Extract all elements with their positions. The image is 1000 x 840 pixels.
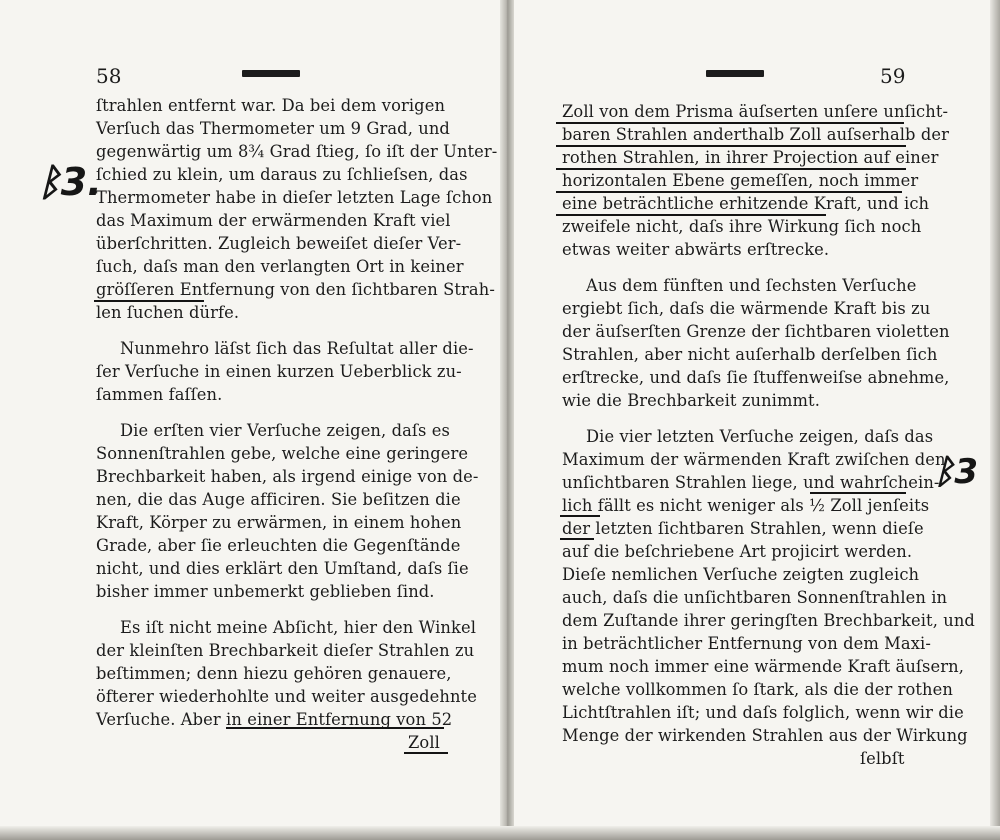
left-line: überſchritten. Zugleich beweiſet dieſer Ver- xyxy=(96,234,462,253)
right-line: Dieſe nemlichen Verſuche zeigten zugleich xyxy=(562,565,920,584)
page-edge-right xyxy=(990,0,1000,840)
left-line: Grade, aber ſie erleuchten die Gegenſtände xyxy=(96,536,461,555)
right-line: ſelbſt xyxy=(860,749,905,768)
pen-underline xyxy=(556,168,906,170)
right-line: Die vier letzten Verſuche zeigen, daſs das xyxy=(586,427,934,446)
right-line: auf die beſchriebene Art projicirt werden. xyxy=(562,542,913,561)
left-line: Zoll xyxy=(408,733,440,752)
pen-underline xyxy=(560,515,600,517)
left-line: ſammen faſſen. xyxy=(96,385,223,404)
left-line: Verſuch das Thermometer um 9 Grad, und xyxy=(96,119,450,138)
page-edge-bottom xyxy=(0,826,1000,840)
right-line: baren Strahlen anderthalb Zoll auſserhalb der xyxy=(562,125,949,144)
right-line: mum noch immer eine wärmende Kraft äuſsern, xyxy=(562,657,964,676)
book-gutter xyxy=(500,0,514,840)
right-line: welche vollkommen ſo ſtark, als die der rothen xyxy=(562,680,953,699)
right-line: auch, daſs die unſichtbaren Sonnenſtrahlen in xyxy=(562,588,948,607)
left-line: Nunmehro läſst ſich das Reſultat aller die- xyxy=(120,339,474,358)
right-line: rothen Strahlen, in ihrer Projection auf einer xyxy=(562,148,939,167)
pen-underline xyxy=(226,727,444,729)
left-line: Kraft, Körper zu erwärmen, in einem hohen xyxy=(96,513,462,532)
right-line: erſtrecke, und daſs ſie ſtuffenweiſse abnehme, xyxy=(562,368,950,387)
left-line: Brechbarkeit haben, als irgend einige von de- xyxy=(96,467,479,486)
left-line: Sonnenſtrahlen gebe, welche eine geringere xyxy=(96,444,469,463)
pen-underline xyxy=(560,538,594,540)
left-line: ſuch, daſs man den verlangten Ort in keiner xyxy=(96,257,464,276)
right-line: in beträchtlicher Entfernung von dem Maxi- xyxy=(562,634,931,653)
pen-underline xyxy=(404,752,448,754)
left-page-number: 58 xyxy=(96,64,122,88)
left-line: gröſſeren Entfernung von den ſichtbaren Strah- xyxy=(96,280,495,299)
right-line: Lichtſtrahlen iſt; und daſs folglich, wenn wir die xyxy=(562,703,964,722)
left-line: gegenwärtig um 8¾ Grad ſtieg, ſo iſt der Unter- xyxy=(96,142,498,161)
pen-underline xyxy=(94,300,204,302)
left-line: len ſuchen dürfe. xyxy=(96,303,240,322)
left-margin-note: ᛒ3. xyxy=(38,160,102,204)
pen-underline xyxy=(810,492,906,494)
right-line: wie die Brechbarkeit zunimmt. xyxy=(562,391,820,410)
pen-underline xyxy=(556,214,826,216)
left-line: ſtrahlen entfernt war. Da bei dem vorigen xyxy=(96,96,446,115)
left-line: nicht, und dies erklärt den Umſtand, daſs ſie xyxy=(96,559,469,578)
right-line: Strahlen, aber nicht auſerhalb derſelben ſich xyxy=(562,345,938,364)
right-line: horizontalen Ebene gemeſſen, noch immer xyxy=(562,171,919,190)
right-line: eine beträchtliche erhitzende Kraft, und ich xyxy=(562,194,930,213)
left-line: nen, die das Auge afficiren. Sie beſitzen die xyxy=(96,490,461,509)
right-line: dem Zuſtande ihrer geringſten Brechbarkeit, und xyxy=(562,611,975,630)
pen-underline xyxy=(556,191,902,193)
left-line: ſchied zu klein, um daraus zu ſchlieſsen, das xyxy=(96,165,468,184)
right-line: der äuſserſten Grenze der ſichtbaren violetten xyxy=(562,322,950,341)
left-line: der kleinſten Brechbarkeit dieſer Strahlen zu xyxy=(96,641,475,660)
left-line: ſer Verſuche in einen kurzen Ueberblick zu- xyxy=(96,362,462,381)
right-line: unſichtbaren Strahlen liege, und wahrſchein- xyxy=(562,473,940,492)
pen-underline xyxy=(556,145,906,147)
left-line: beſtimmen; denn hiezu gehören genauere, xyxy=(96,664,452,683)
left-line: Es iſt nicht meine Abſicht, hier den Winkel xyxy=(120,618,477,637)
right-line: Aus dem fünften und ſechsten Verſuche xyxy=(586,276,917,295)
left-line: bisher immer unbemerkt geblieben ſind. xyxy=(96,582,435,601)
right-line: Maximum der wärmenden Kraft zwiſchen den xyxy=(562,450,946,469)
right-header-rule xyxy=(706,70,764,77)
left-line: das Maximum der erwärmenden Kraft viel xyxy=(96,211,451,230)
right-line: lich fällt es nicht weniger als ½ Zoll jenſeits xyxy=(562,496,930,515)
right-line: etwas weiter abwärts erſtrecke. xyxy=(562,240,830,259)
left-line: Die erſten vier Verſuche zeigen, daſs es xyxy=(120,421,450,440)
left-line: öfterer wiederhohlte und weiter ausgedehnte xyxy=(96,687,477,706)
right-line: Zoll von dem Prisma äuſserten unſere unſicht- xyxy=(562,102,949,121)
pen-underline xyxy=(556,122,904,124)
right-line: ergiebt ſich, daſs die wärmende Kraft bis zu xyxy=(562,299,931,318)
left-line: Verſuche. Aber in einer Entfernung von 52 xyxy=(96,710,453,729)
left-header-rule xyxy=(242,70,300,77)
right-line: Menge der wirkenden Strahlen aus der Wirkung xyxy=(562,726,968,745)
right-margin-note: ᛒ3 xyxy=(934,452,979,492)
left-line: Thermometer habe in dieſer letzten Lage ſchon xyxy=(96,188,493,207)
right-line: der letzten ſichtbaren Strahlen, wenn dieſe xyxy=(562,519,924,538)
right-page-number: 59 xyxy=(880,64,906,88)
right-line: zweifele nicht, daſs ihre Wirkung ſich noch xyxy=(562,217,922,236)
